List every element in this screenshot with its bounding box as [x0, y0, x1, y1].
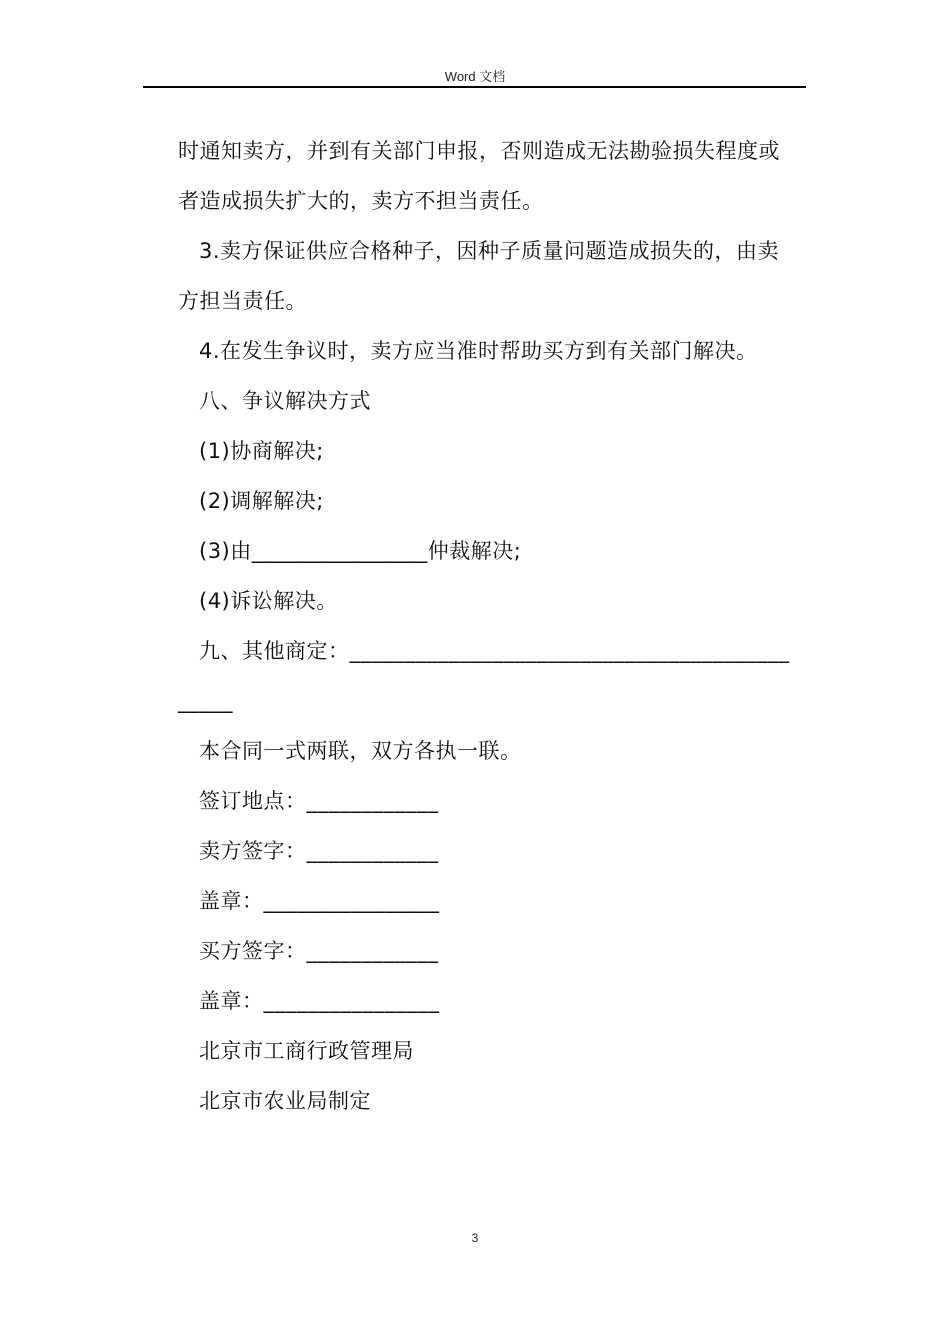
list-item-arbitration: (3)由________________仲裁解决;: [199, 539, 522, 563]
page-number: 3: [471, 1231, 479, 1245]
buyer-seal-field: 盖章：________________: [199, 989, 440, 1013]
section-heading-other-terms: 九、其他商定：________________________________________: [199, 639, 790, 663]
buyer-signature-field: 买方签字：____________: [199, 939, 439, 963]
issuer-line-2: 北京市农业局制定: [199, 1089, 371, 1113]
seller-signature-field: 卖方签字：____________: [199, 839, 439, 863]
issuer-line-1: 北京市工商行政管理局: [199, 1039, 414, 1063]
list-item-litigation: (4)诉讼解决。: [199, 589, 338, 613]
other-terms-continuation: _____: [178, 689, 233, 713]
paragraph-line-1: 时通知卖方，并到有关部门申报，否则造成无法勘验损失程度或: [178, 139, 780, 163]
header-rule: [143, 86, 806, 88]
list-item-mediation: (2)调解解决;: [199, 489, 324, 513]
paragraph-line-4: 方担当责任。: [178, 289, 307, 313]
document-header-title: Word 文档: [444, 69, 506, 84]
paragraph-copies: 本合同一式两联，双方各执一联。: [199, 739, 522, 763]
list-item-negotiation: (1)协商解决;: [199, 439, 324, 463]
paragraph-line-5: 4.在发生争议时，卖方应当准时帮助买方到有关部门解决。: [199, 339, 758, 363]
signing-place-field: 签订地点：____________: [199, 789, 439, 813]
seller-seal-field: 盖章：________________: [199, 889, 440, 913]
section-heading-dispute: 八、争议解决方式: [199, 389, 371, 413]
paragraph-line-2: 者造成损失扩大的，卖方不担当责任。: [178, 189, 544, 213]
paragraph-line-3: 3.卖方保证供应合格种子，因种子质量问题造成损失的，由卖: [199, 239, 780, 263]
